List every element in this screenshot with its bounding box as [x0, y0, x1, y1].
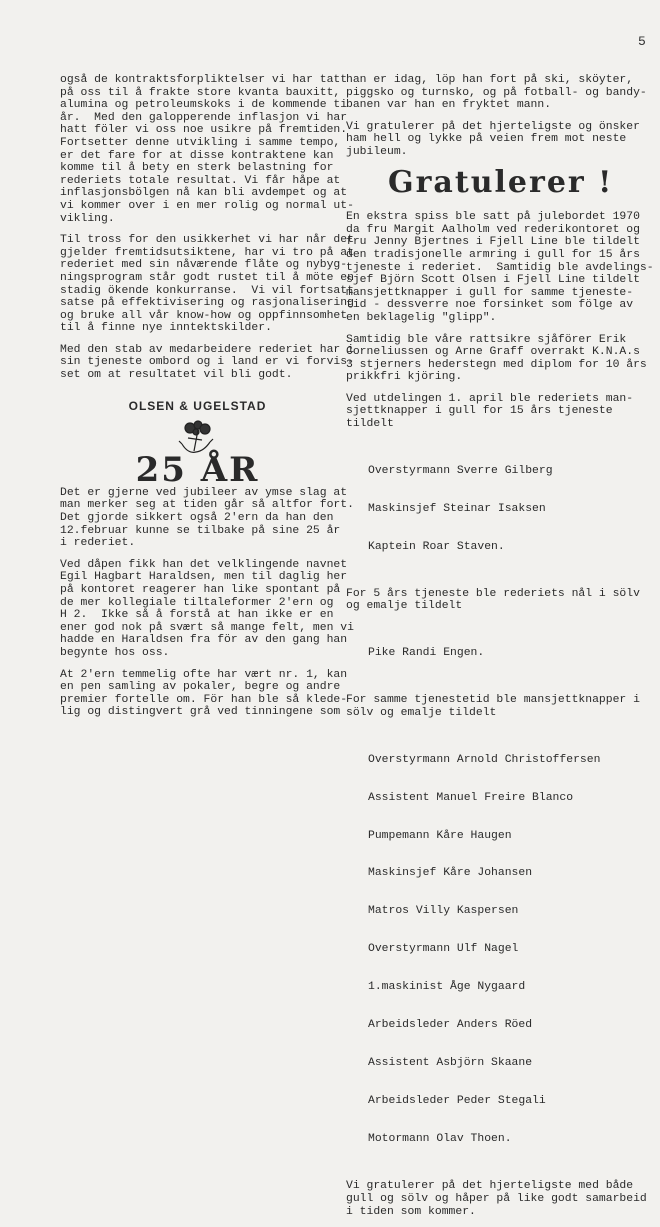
- paragraph: Til tross for den usikkerhet vi har når det gjelder fremtidsutsiktene, har vi tro på at rederiet med sin nåværende flåte og nybyg- ningsprogram står godt rustet til å möte en stadig ökende konkurranse. Vi vil fortsatt satse på effektivisering og rasjonalisering og bruke all vår know-how og oppfinnsomhet til å finne nye inntektskilder.: [60, 234, 354, 335]
- list-item: Overstyrmann Ulf Nagel: [368, 943, 519, 956]
- left-column: [60, 74, 354, 728]
- paragraph: At 2'ern temmelig ofte har vært nr. 1, kan en pen samling av pokaler, begre og andre premier fortelle om. För han ble så klede- lig og distingvert grå ved tinningene som: [60, 668, 348, 719]
- list-item: Motormann Olav Thoen.: [368, 1133, 512, 1146]
- list-item: Pumpemann Kåre Haugen: [368, 829, 512, 842]
- paragraph: Ved dåpen fikk han det velklingende navnet Egil Hagbart Haraldsen, men til daglig her på kontoret reagerer han like spontant på de mer kollegiale tiltaleformer 2'ern og H 2. Ikke så å forstå at han ikke er en ener god nok på svært så mange felt, men vi hadde en Haraldsen fra för av den gang han begynte hos oss.: [60, 558, 354, 659]
- list-item: Overstyrmann Sverre Gilberg: [368, 464, 553, 477]
- list-item: Assistent Manuel Freire Blanco: [368, 791, 574, 804]
- list-item: Matros Villy Kaspersen: [368, 905, 519, 918]
- list-item: Maskinsjef Kåre Johansen: [368, 867, 533, 880]
- name-list: [368, 440, 631, 579]
- jubilee-title: 25 ÅR: [135, 450, 260, 491]
- list-item: Maskinsjef Steinar Isaksen: [368, 502, 546, 515]
- list-item: Kaptein Roar Staven.: [368, 540, 505, 553]
- list-item: Pike Randi Engen.: [368, 647, 485, 660]
- paragraph: For samme tjenestetid ble mansjettknapper i sölv og emalje tildelt: [346, 694, 640, 719]
- paragraph: For 5 års tjeneste ble rederiets nål i sölv og emalje tildelt: [346, 587, 640, 613]
- paragraph: også de kontraktsforpliktelser vi har tatt på oss til å frakte store kvanta bauxitt, alumina og petroleumskoks i de kommende ti år. Med den galopperende inflasjon vi har hatt föler vi oss noe usikre på fremtiden. Fortsetter denne utvikling i samme tempo, er det fare for at disse kontraktene kan komme til å bety en sterk belastning for rederiets totale resultat. Vi får håpe at inflasjonsbölgen nå kan bli avdempet og at vi kommer over i en mer rolig og normal ut- vikling.: [60, 74, 354, 225]
- list-item: 1.maskinist Åge Nygaard: [368, 981, 526, 994]
- paragraph: Vi gratulerer på det hjerteligste og önsker ham hell og lykke på veien frem mot neste jubileum.: [346, 120, 640, 158]
- paragraph: Med den stab av medarbeidere rederiet har i sin tjeneste ombord og i land er vi forvis- set om at resultatet vil bli godt.: [60, 343, 354, 382]
- list-item: Overstyrmann Arnold Christoffersen: [368, 753, 601, 766]
- list-item: Arbeidsleder Peder Stegali: [368, 1095, 546, 1108]
- gratulerer-title: Gratulerer !: [388, 164, 614, 200]
- paragraph: Ved utdelingen 1. april ble rederiets man- sjettknapper i gull for 15 års tjeneste tildelt: [346, 392, 634, 431]
- paragraph: Det er gjerne ved jubileer av ymse slag at man merker seg at tiden går så altfor fort. Det gjorde sikkert også 2'ern da han den 12.februar kunne se tilbake på sine 25 år i rederiet.: [60, 486, 354, 550]
- list-item: Arbeidsleder Anders Röed: [368, 1019, 533, 1032]
- list-item: Assistent Asbjörn Skaane: [368, 1057, 533, 1070]
- paragraph: han er idag, löp han fort på ski, sköyter, piggsko og turnsko, og på fotball- og bandy- banen var han en fryktet mann.: [346, 74, 647, 112]
- signature: OLSEN & UGELSTAD: [128, 398, 267, 413]
- page-number: 5: [638, 34, 646, 49]
- paragraph: En ekstra spiss ble satt på julebordet 1970 da fru Margit Aalholm ved rederikontoret og fru Jenny Bjertnes i Fjell Line ble tildelt den tradisjonelle armring i gull for 15 års tjeneste i rederiet. Samtidig ble avdelings- sjef Björn Scott Olsen i Fjell Line tildelt mansjettknapper i gull for samme tjeneste- tid - dessverre noe forsinket som fölge av en beklagelig "glipp".: [346, 211, 654, 324]
- paragraph: Samtidig ble våre rattsikre sjåförer Erik Corneliussen og Arne Graff overrakt K.N.A.s 3 stjerners hederstegn med diplom for 10 års prikkfri kjöring.: [346, 333, 647, 384]
- right-column: [346, 74, 654, 1227]
- paragraph: Vi gratulerer på det hjerteligste med både gull og sölv og håper på like godt samarbeid i tiden som kommer.: [346, 1180, 647, 1218]
- name-list: [368, 622, 631, 685]
